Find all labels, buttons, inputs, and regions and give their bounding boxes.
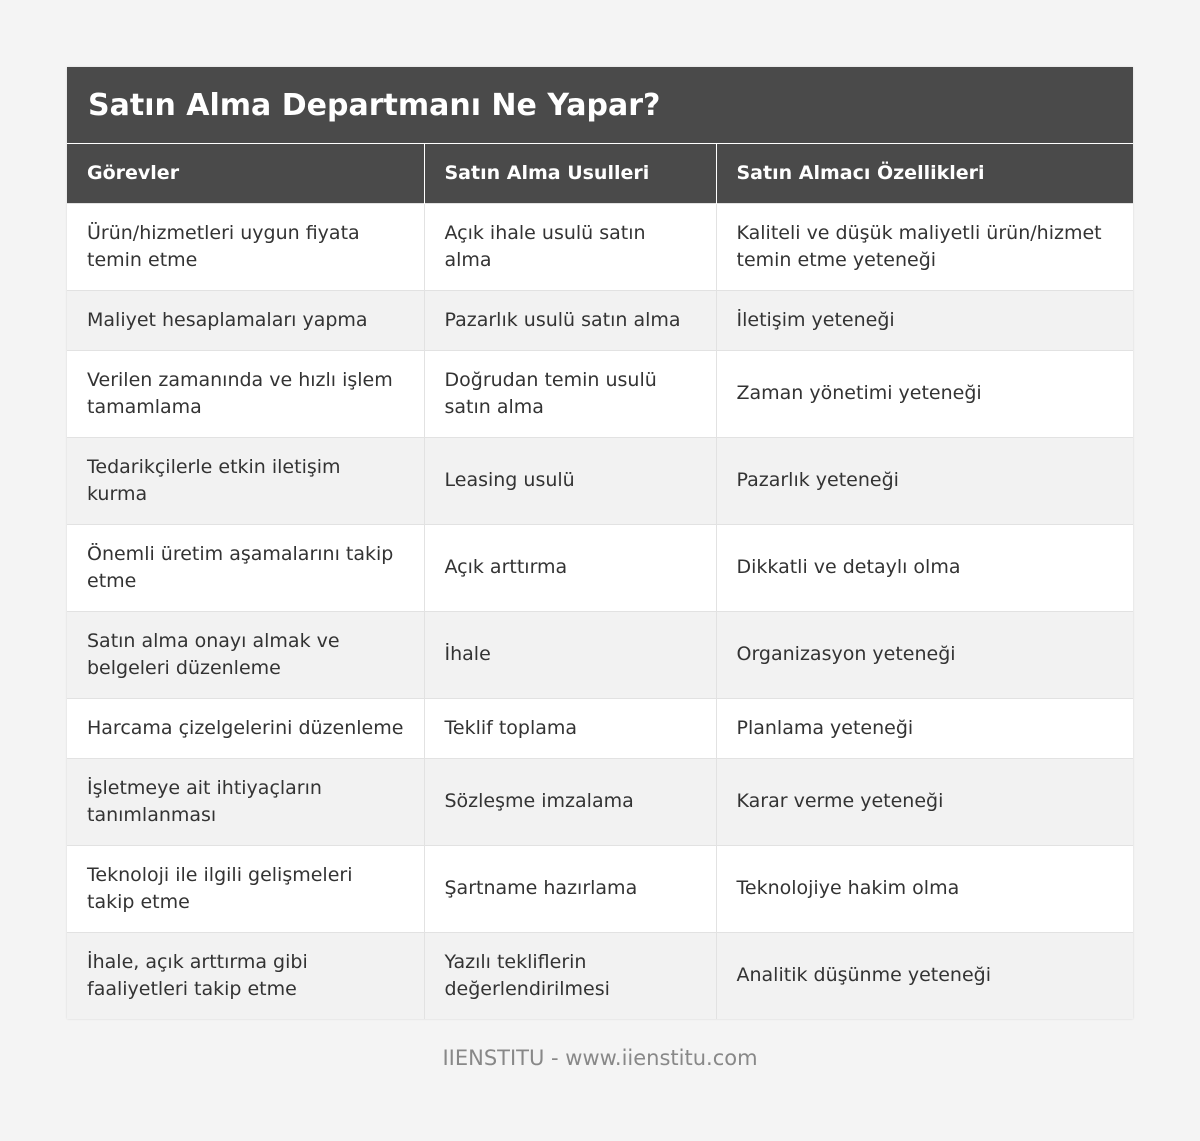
table-cell: Dikkatli ve detaylı olma xyxy=(716,524,1133,611)
header-row xyxy=(67,144,1133,203)
table-cell: İletişim yeteneği xyxy=(716,290,1133,350)
table-cell: Organizasyon yeteneği xyxy=(716,611,1133,698)
table-row xyxy=(67,437,1133,524)
page-title: Satın Alma Departmanı Ne Yapar? xyxy=(88,87,661,123)
table-cell: Zaman yönetimi yeteneği xyxy=(716,350,1133,437)
table-row xyxy=(67,845,1133,932)
table-row xyxy=(67,611,1133,698)
column-header-gorevler: Görevler xyxy=(67,144,424,203)
table-cell: Teknoloji ile ilgili gelişmeleri takip etme xyxy=(67,845,424,932)
table-cell: Açık ihale usulü satın alma xyxy=(424,203,716,290)
table-row xyxy=(67,350,1133,437)
table-cell: İhale xyxy=(424,611,716,698)
footer-credit: IIENSTITU - www.iienstitu.com xyxy=(442,1046,758,1070)
table-cell: Leasing usulü xyxy=(424,437,716,524)
table-cell: Tedarikçilerle etkin iletişim kurma xyxy=(67,437,424,524)
table-cell: Pazarlık yeteneği xyxy=(716,437,1133,524)
table-cell: Maliyet hesaplamaları yapma xyxy=(67,290,424,350)
table-row xyxy=(67,290,1133,350)
table-cell: Ürün/hizmetleri uygun fiyata temin etme xyxy=(67,203,424,290)
table-cell: Planlama yeteneği xyxy=(716,698,1133,758)
table-cell: İşletmeye ait ihtiyaçların tanımlanması xyxy=(67,758,424,845)
data-table xyxy=(67,144,1133,1019)
table-row xyxy=(67,203,1133,290)
table-cell: Verilen zamanında ve hızlı işlem tamamlama xyxy=(67,350,424,437)
table-cell: Kaliteli ve düşük maliyetli ürün/hizmet temin etme yeteneği xyxy=(716,203,1133,290)
column-header-ozellikler: Satın Almacı Özellikleri xyxy=(716,144,1133,203)
table-cell: Teknolojiye hakim olma xyxy=(716,845,1133,932)
table-cell: Harcama çizelgelerini düzenleme xyxy=(67,698,424,758)
table-card xyxy=(67,67,1133,1019)
table-cell: Şartname hazırlama xyxy=(424,845,716,932)
table-row xyxy=(67,758,1133,845)
table-cell: Satın alma onayı almak ve belgeleri düzenleme xyxy=(67,611,424,698)
table-cell: Doğrudan temin usulü satın alma xyxy=(424,350,716,437)
table-row xyxy=(67,524,1133,611)
table-cell: Yazılı tekliflerin değerlendirilmesi xyxy=(424,932,716,1019)
column-header-usuller: Satın Alma Usulleri xyxy=(424,144,716,203)
table-cell: Önemli üretim aşamalarını takip etme xyxy=(67,524,424,611)
table-cell: Analitik düşünme yeteneği xyxy=(716,932,1133,1019)
table-cell: Pazarlık usulü satın alma xyxy=(424,290,716,350)
table-cell: Karar verme yeteneği xyxy=(716,758,1133,845)
table-cell: Teklif toplama xyxy=(424,698,716,758)
table-row xyxy=(67,932,1133,1019)
table-cell: İhale, açık arttırma gibi faaliyetleri takip etme xyxy=(67,932,424,1019)
table-cell: Sözleşme imzalama xyxy=(424,758,716,845)
table-row xyxy=(67,698,1133,758)
title-bar xyxy=(67,67,1133,144)
table-cell: Açık arttırma xyxy=(424,524,716,611)
